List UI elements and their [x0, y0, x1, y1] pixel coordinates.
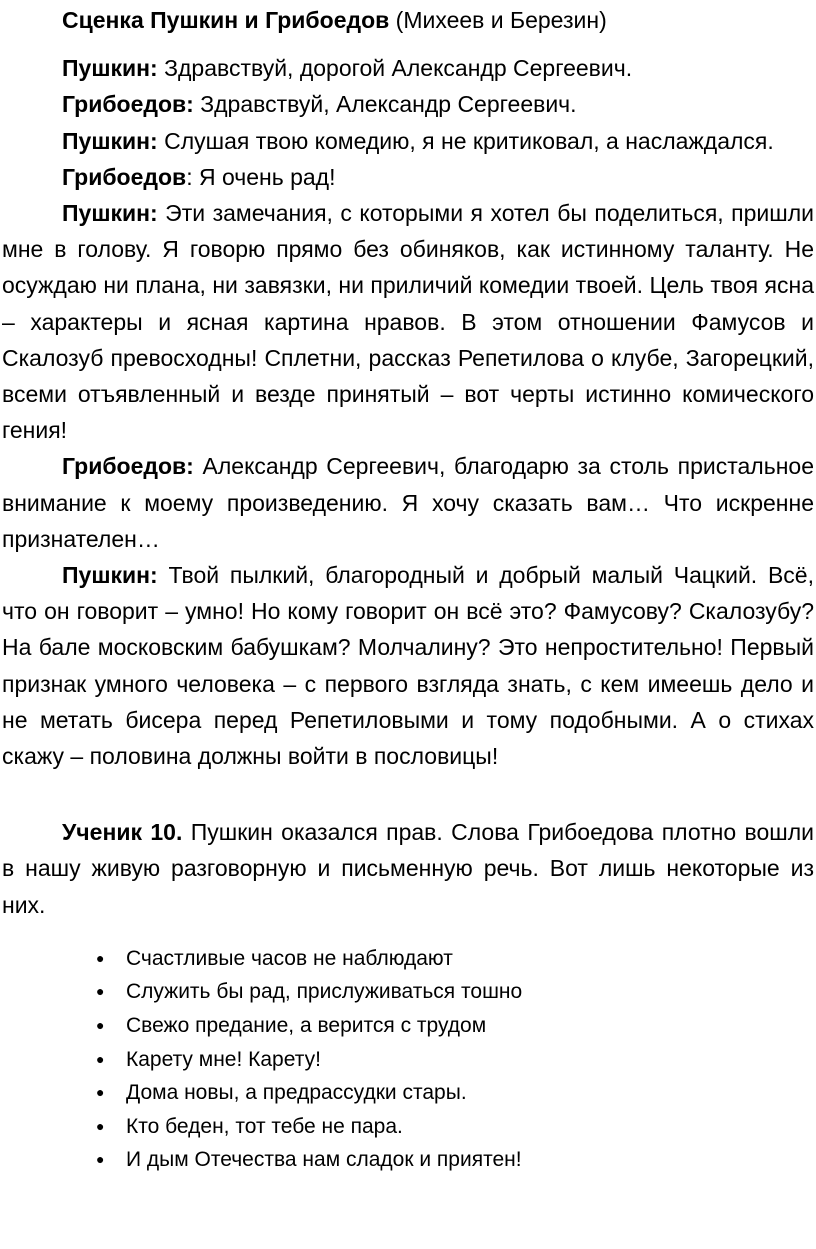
speaker-name: Грибоедов:	[62, 91, 194, 118]
speech-text: Александр Сергеевич, благодарю за столь пристальное внимание к моему произведению. Я хочу сказать вам… Что искренне признателен…	[2, 453, 814, 552]
speaker-name: Пушкин:	[62, 562, 158, 589]
speech-text: Здравствуй, дорогой Александр Сергеевич.	[157, 55, 633, 82]
speech-text: Эти замечания, с которыми я хотел бы поделиться, пришли мне в голову. Я говорю прямо без обиняков, как истинному таланту. Не осуждаю ни плана, ни завязки, ни приличий комедии твоей. Цель твоя ясна – характеры и ясная картина нравов. В этом отношении Фамусов и Скалозуб превосходны! Сплетни, рассказ Репетилова о клубе, Загорецкий, всеми отъявленный и везде принятый – вот черты истинно комического гения!	[2, 200, 814, 444]
list-item	[2, 1009, 814, 1043]
dialogue-line	[2, 448, 814, 557]
speech-text: Твой пылкий, благородный и добрый малый Чацкий. Всё, что он говорит – умно! Но кому говорит он всё это? Фамусову? Скалозубу? На бале московским бабушкам? Молчалину? Это непростительно! Первый признак умного человека – с первого взгляда знать, с кем имеешь дело и не метать бисера перед Репетиловыми и тому подобными. А о стихах скажу – половина должны войти в пословицы!	[2, 562, 814, 770]
bullet-icon: ●	[96, 949, 105, 966]
speech-text: : Я очень рад!	[186, 163, 336, 190]
scene-title	[2, 2, 814, 38]
list-item	[2, 1110, 814, 1144]
bullet-icon: ●	[96, 1117, 105, 1134]
bullet-icon: ●	[96, 1017, 105, 1034]
quotes-list	[2, 942, 814, 1177]
quote-text: Карету мне! Карету!	[126, 1047, 321, 1071]
list-item	[2, 975, 814, 1009]
list-item	[2, 1143, 814, 1177]
speaker-name: Пушкин:	[62, 55, 158, 82]
quote-text: И дым Отечества нам сладок и приятен!	[126, 1148, 522, 1172]
dialogue-line	[2, 195, 814, 448]
bullet-icon: ●	[96, 1050, 105, 1067]
list-item	[2, 1076, 814, 1110]
quote-text: Дома новы, а предрассудки стары.	[126, 1081, 467, 1105]
dialogue-line	[2, 86, 814, 122]
quote-text: Свежо предание, а верится с трудом	[126, 1014, 487, 1038]
dialogue-line	[2, 50, 814, 86]
scene-title-bold: Сценка Пушкин и Грибоедов	[62, 7, 390, 33]
scene-title-performers: (Михеев и Березин)	[389, 7, 607, 33]
list-item	[2, 1043, 814, 1077]
bullet-icon: ●	[96, 983, 105, 1000]
speaker-name: Пушкин:	[62, 127, 158, 154]
quote-text: Кто беден, тот тебе не пара.	[126, 1114, 403, 1138]
quote-text: Счастливые часов не наблюдают	[126, 946, 453, 970]
speech-text: Слушая твою комедию, я не критиковал, а наслаждался.	[157, 127, 774, 154]
speaker-name: Грибоедов:	[62, 453, 194, 480]
bullet-icon: ●	[96, 1084, 105, 1101]
speaker-name: Пушкин:	[62, 200, 158, 227]
student-paragraph	[2, 814, 814, 923]
quote-text: Служить бы рад, прислуживаться тошно	[126, 980, 523, 1004]
student-text: Пушкин оказался прав. Слова Грибоедова плотно вошли в нашу живую разговорную и письменную речь. Вот лишь некоторые из них.	[2, 819, 814, 918]
student-label: Ученик 10.	[62, 819, 183, 846]
bullet-icon: ●	[96, 1151, 105, 1168]
dialogue-line	[2, 123, 814, 159]
dialogue-line	[2, 557, 814, 774]
paragraph-gap	[2, 774, 814, 814]
dialogue-line	[2, 159, 814, 195]
list-item	[2, 942, 814, 976]
speaker-name: Грибоедов	[62, 163, 187, 190]
speech-text: Здравствуй, Александр Сергеевич.	[193, 91, 577, 118]
